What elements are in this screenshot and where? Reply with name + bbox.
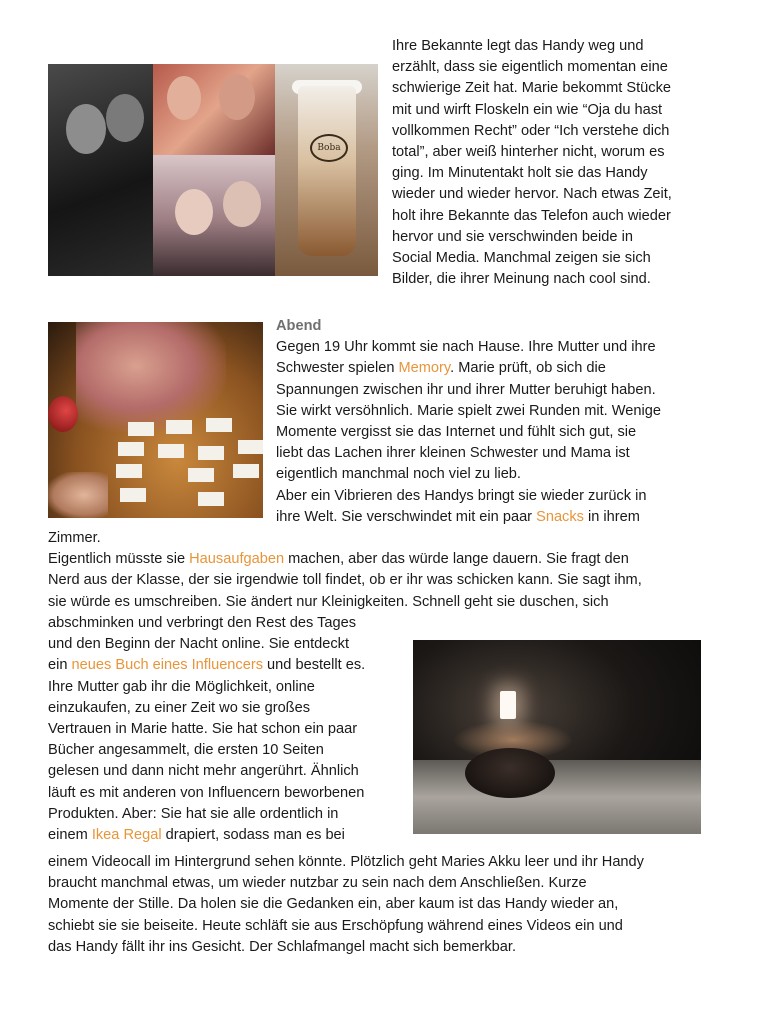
text-line: einem Videocall im Hintergrund sehen könnte. Plötzlich geht Maries Akku leer und ihr Handy — [48, 854, 644, 870]
highlight-ikea-regal: Ikea Regal — [91, 827, 162, 844]
memory-card — [188, 468, 214, 482]
text-line: Nerd aus der Klasse, der sie irgendwie toll findet, ob er ihr was schicken kann. Sie sagt ihm, — [48, 572, 642, 589]
face-shape — [219, 74, 255, 120]
girl-figure — [76, 322, 226, 432]
text-span: drapiert, sodass man es bei — [161, 827, 345, 844]
abend-section — [276, 316, 716, 528]
text-line: abschminken und verbringt den Rest des Tages — [48, 615, 357, 631]
head-shape — [465, 748, 555, 798]
top-paragraph — [392, 36, 722, 290]
collage-photo-two-girls — [153, 155, 275, 276]
memory-card — [238, 440, 263, 454]
text-line: Zimmer. — [48, 530, 101, 546]
text-line: mit und wirft Floskeln ein wie “Oja du hast — [392, 101, 663, 118]
memory-card — [158, 444, 184, 458]
text-line: braucht manchmal etwas, um wieder nutzbar zu sein nach dem Anschließen. Kurze — [48, 875, 587, 892]
text-span: ihre Welt. Sie verschwindet mit ein paar — [276, 508, 537, 525]
text-span: und bestellt es. — [263, 657, 366, 674]
memory-game-image — [48, 322, 263, 518]
text-line: wieder und wieder hervor. Nach etwas Zeit, — [392, 186, 672, 203]
text-line — [48, 549, 728, 570]
text-line: total”, aber weiß hinterher nicht, worum es — [392, 144, 665, 161]
hand-shape — [48, 472, 108, 518]
selfie-collage-image — [48, 64, 378, 276]
text-line: Social Media. Manchmal zeigen sie sich — [392, 250, 651, 267]
memory-card — [206, 418, 232, 432]
text-line: Gegen 19 Uhr kommt sie nach Hause. Ihre Mutter und ihre — [276, 339, 656, 356]
memory-card — [166, 420, 192, 434]
text-line: das Handy fällt ihr ins Gesicht. Der Schlafmangel macht sich bemerkbar. — [48, 938, 517, 955]
memory-card — [198, 492, 224, 506]
text-line — [276, 358, 716, 379]
pillow-blanket — [413, 760, 701, 834]
text-line: eigentlich manchmal noch viel zu lieb. — [276, 466, 521, 483]
collage-photo-duckface — [153, 64, 275, 155]
face-shape — [175, 189, 213, 235]
text-span: . Marie prüft, ob sich die — [450, 360, 606, 377]
red-object — [48, 396, 78, 432]
text-line: holt ihre Bekannte das Telefon auch wieder — [392, 207, 671, 224]
highlight-influencer-book: neues Buch eines Influencers — [71, 657, 263, 674]
text-span: machen, aber das würde lange dauern. Sie fragt den — [284, 551, 629, 568]
text-line: Vertrauen in Marie hatte. Sie hat schon ein paar — [48, 721, 358, 738]
face-shape — [66, 104, 106, 154]
boba-cup — [298, 86, 356, 256]
text-line: Ihre Bekannte legt das Handy weg und — [392, 38, 644, 54]
text-line: Spannungen zwischen ihr und ihrer Mutter beruhigt haben. — [276, 381, 656, 398]
section-heading: Abend — [276, 318, 322, 334]
text-line: Bilder, die ihrer Meinung nach cool sind. — [392, 271, 651, 288]
highlight-memory: Memory — [398, 360, 451, 377]
text-line: schwierige Zeit hat. Marie bekommt Stücke — [392, 80, 672, 97]
left-column-paragraph — [48, 613, 403, 846]
text-line: Momente vergisst sie das Internet und fühlt sich gut, sie — [276, 424, 637, 441]
text-line: hervor und sie verschwinden beide in — [392, 228, 633, 245]
text-line — [48, 825, 403, 846]
text-line: einzukaufen, zu einer Zeit wo sie großes — [48, 699, 311, 716]
face-shape — [167, 76, 201, 120]
text-span: Eigentlich müsste sie — [48, 551, 190, 568]
middle-paragraph — [48, 528, 728, 613]
text-line: gelesen und dann nicht mehr angerührt. Ähnlich — [48, 763, 359, 780]
text-line: läuft es mit anderen von Influencern beworbenen — [48, 784, 365, 801]
text-line: Produkten. Aber: Sie hat sie alle ordentlich in — [48, 805, 339, 822]
text-span: Schwester spielen — [276, 360, 399, 377]
highlight-hausaufgaben: Hausaufgaben — [189, 551, 285, 568]
text-line: Momente der Stille. Da holen sie die Gedanken ein, aber kaum ist das Handy wieder an, — [48, 896, 619, 913]
text-line: liebt das Lachen ihrer kleinen Schwester und Mama ist — [276, 445, 630, 462]
face-shape — [106, 94, 144, 142]
memory-card — [120, 488, 146, 502]
collage-photo-dog-filter — [48, 64, 153, 276]
text-line — [276, 507, 716, 528]
text-line: Sie wirkt versöhnlich. Marie spielt zwei Runden mit. Wenige — [276, 402, 661, 419]
memory-card — [118, 442, 144, 456]
bottom-paragraph — [48, 852, 728, 958]
text-line: Aber ein Vibrieren des Handys bringt sie wieder zurück in — [276, 487, 647, 504]
text-line: Ihre Mutter gab ihr die Möglichkeit, online — [48, 678, 315, 695]
text-line: und den Beginn der Nacht online. Sie entdeckt — [48, 636, 350, 653]
text-line: ging. Im Minutentakt holt sie das Handy — [392, 165, 648, 182]
text-line: Bücher angesammelt, die ersten 10 Seiten — [48, 742, 324, 759]
memory-card — [233, 464, 259, 478]
text-span: in ihrem — [583, 508, 640, 525]
highlight-snacks: Snacks — [536, 508, 584, 525]
memory-card — [128, 422, 154, 436]
memory-card — [198, 446, 224, 460]
text-line: erzählt, dass sie eigentlich momentan eine — [392, 59, 668, 76]
text-span: einem — [48, 827, 92, 844]
phone-in-bed-image — [413, 640, 701, 834]
text-line: sie würde es umschreiben. Sie ändert nur Kleinigkeiten. Schnell geht sie duschen, sich — [48, 593, 609, 610]
text-line — [48, 655, 403, 676]
glowing-phone — [500, 691, 516, 719]
cup-logo: Boba — [310, 134, 348, 162]
face-shape — [223, 181, 261, 227]
text-span: ein — [48, 657, 72, 674]
text-line: schiebt sie sie beiseite. Heute schläft sie aus Erschöpfung während eines Videos ein und — [48, 917, 623, 934]
text-line: vollkommen Recht” oder “Ich verstehe dich — [392, 122, 670, 139]
memory-card — [116, 464, 142, 478]
